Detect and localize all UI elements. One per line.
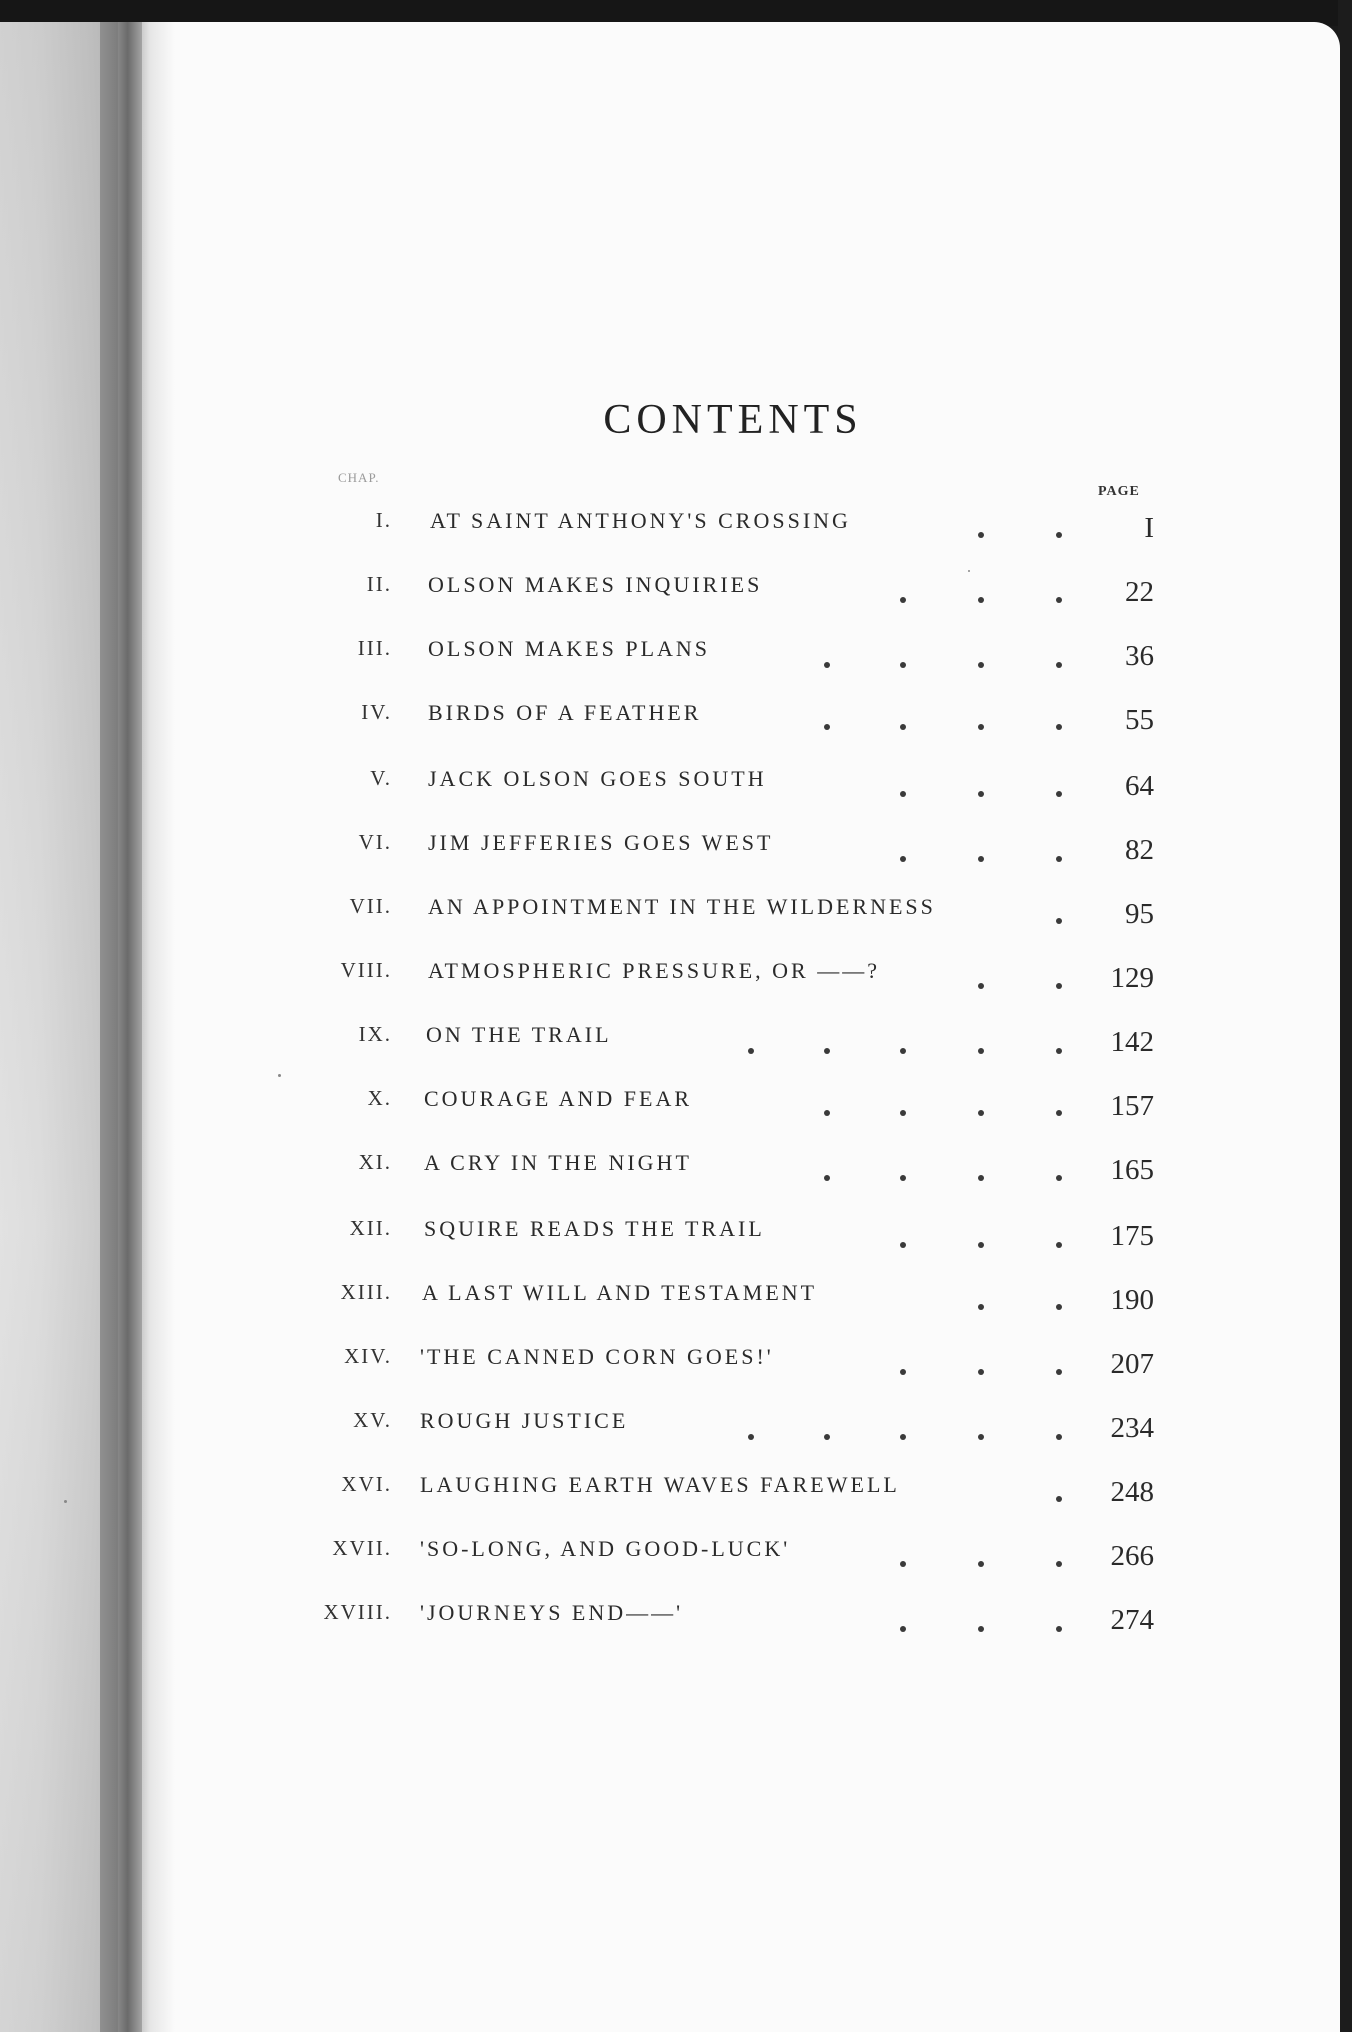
leader-dot <box>1056 918 1062 924</box>
chapter-title: SQUIRE READS THE TRAIL <box>424 1216 765 1241</box>
chapter-number: XII. <box>349 1216 392 1240</box>
page-number: 207 <box>1110 1348 1154 1380</box>
leader-dot <box>1056 983 1062 989</box>
leader-dot <box>978 1242 984 1248</box>
paper-speck <box>968 570 970 572</box>
leader-dot <box>1056 1175 1062 1181</box>
toc-row[interactable] <box>0 572 1352 616</box>
paper-speck <box>64 1500 67 1503</box>
page-number: 22 <box>1125 576 1154 608</box>
chapter-number: XVI. <box>341 1472 392 1496</box>
leader-dot <box>1056 662 1062 668</box>
page-column-header: PAGE <box>1098 484 1140 499</box>
leader-dot <box>1056 724 1062 730</box>
page-number: 129 <box>1110 962 1154 994</box>
leader-dot <box>900 1434 906 1440</box>
chapter-title: OLSON MAKES INQUIRIES <box>428 572 763 597</box>
leader-dot <box>824 724 830 730</box>
toc-row[interactable] <box>0 1536 1352 1580</box>
chapter-number: X. <box>367 1086 392 1110</box>
leader-dot <box>1056 597 1062 603</box>
toc-row[interactable] <box>0 700 1352 744</box>
leader-dot <box>978 1048 984 1054</box>
page-number: 36 <box>1125 640 1154 672</box>
chapter-number: II. <box>366 572 392 596</box>
leader-dot <box>824 1434 830 1440</box>
chapter-title: A CRY IN THE NIGHT <box>424 1150 692 1175</box>
chapter-title: JACK OLSON GOES SOUTH <box>428 766 767 791</box>
page-number: 175 <box>1110 1220 1154 1252</box>
leader-dot <box>978 662 984 668</box>
page-number: 234 <box>1110 1412 1154 1444</box>
leader-dot <box>824 1110 830 1116</box>
toc-row[interactable] <box>0 894 1352 938</box>
chapter-number: XIV. <box>344 1344 392 1368</box>
leader-dot <box>1056 1304 1062 1310</box>
leader-dot <box>900 1110 906 1116</box>
toc-row[interactable] <box>0 1216 1352 1260</box>
chapter-title: ATMOSPHERIC PRESSURE, OR ——? <box>428 958 880 983</box>
page-number: 190 <box>1110 1284 1154 1316</box>
leader-dot <box>900 662 906 668</box>
chapter-title: BIRDS OF A FEATHER <box>428 700 702 725</box>
leader-dot <box>978 856 984 862</box>
chapter-number: IX. <box>358 1022 392 1046</box>
leader-dot <box>978 724 984 730</box>
leader-dot <box>900 791 906 797</box>
leader-dot <box>978 1110 984 1116</box>
leader-dot <box>978 983 984 989</box>
leader-dot <box>900 724 906 730</box>
leader-dot <box>1056 532 1062 538</box>
leader-dot <box>978 791 984 797</box>
leader-dot <box>900 1048 906 1054</box>
toc-row[interactable] <box>0 1280 1352 1324</box>
toc-row[interactable] <box>0 1022 1352 1066</box>
leader-dot <box>1056 1626 1062 1632</box>
toc-row[interactable] <box>0 1408 1352 1452</box>
toc-row[interactable] <box>0 1150 1352 1194</box>
leader-dot <box>900 1626 906 1632</box>
leader-dot <box>978 1175 984 1181</box>
leader-dot <box>1056 1434 1062 1440</box>
toc-row[interactable] <box>0 958 1352 1002</box>
leader-dot <box>1056 1048 1062 1054</box>
page-number: 55 <box>1125 704 1154 736</box>
chapter-title: JIM JEFFERIES GOES WEST <box>428 830 774 855</box>
leader-dot <box>824 1175 830 1181</box>
chapter-number: VIII. <box>340 958 392 982</box>
page-number: 248 <box>1110 1476 1154 1508</box>
toc-row[interactable] <box>0 1086 1352 1130</box>
leader-dot <box>900 1561 906 1567</box>
page-number: 274 <box>1110 1604 1154 1636</box>
chapter-title: A LAST WILL AND TESTAMENT <box>422 1280 818 1305</box>
leader-dot <box>1056 1242 1062 1248</box>
chapter-title: AN APPOINTMENT IN THE WILDERNESS <box>428 894 936 919</box>
chapter-number: XVII. <box>332 1536 392 1560</box>
chapter-title: OLSON MAKES PLANS <box>428 636 711 661</box>
toc-row[interactable] <box>0 1344 1352 1388</box>
chapter-number: V. <box>370 766 392 790</box>
chapter-number: I. <box>375 508 392 532</box>
leader-dot <box>978 1304 984 1310</box>
leader-dot <box>978 1561 984 1567</box>
chapter-number: XIII. <box>340 1280 392 1304</box>
page-number: 266 <box>1110 1540 1154 1572</box>
leader-dot <box>900 1175 906 1181</box>
page-number: 95 <box>1125 898 1154 930</box>
chapter-title: 'THE CANNED CORN GOES!' <box>420 1344 774 1369</box>
leader-dot <box>1056 791 1062 797</box>
leader-dot <box>1056 1110 1062 1116</box>
leader-dot <box>1056 856 1062 862</box>
chapter-number: IV. <box>361 700 392 724</box>
chapter-title: LAUGHING EARTH WAVES FAREWELL <box>420 1472 900 1497</box>
leader-dot <box>824 1048 830 1054</box>
leader-dot <box>1056 1369 1062 1375</box>
contents-heading: CONTENTS <box>603 397 863 443</box>
toc-row[interactable] <box>0 766 1352 810</box>
chap-column-header: CHAP. <box>338 470 380 485</box>
page-number: 142 <box>1110 1026 1154 1058</box>
page-number: 157 <box>1110 1090 1154 1122</box>
toc-row[interactable] <box>0 1600 1352 1644</box>
chapter-number: VI. <box>358 830 392 854</box>
chapter-number: XI. <box>358 1150 392 1174</box>
chapter-number: XVIII. <box>323 1600 392 1624</box>
page-number: 64 <box>1125 770 1154 802</box>
chapter-number: VII. <box>349 894 392 918</box>
leader-dot <box>900 856 906 862</box>
paper-speck <box>278 1074 281 1077</box>
chapter-title: ROUGH JUSTICE <box>420 1408 629 1433</box>
leader-dot <box>900 1369 906 1375</box>
leader-dot <box>824 662 830 668</box>
leader-dot <box>1056 1561 1062 1567</box>
page-number: 82 <box>1125 834 1154 866</box>
chapter-number: III. <box>357 636 392 660</box>
toc-row[interactable] <box>0 1472 1352 1516</box>
leader-dot <box>978 597 984 603</box>
chapter-title: COURAGE AND FEAR <box>424 1086 693 1111</box>
leader-dot <box>978 1434 984 1440</box>
chapter-number: XV. <box>353 1408 392 1432</box>
leader-dot <box>978 1626 984 1632</box>
chapter-title: 'SO-LONG, AND GOOD-LUCK' <box>420 1536 791 1561</box>
chapter-title: 'JOURNEYS END——' <box>420 1600 684 1625</box>
leader-dot <box>748 1434 754 1440</box>
chapter-title: AT SAINT ANTHONY'S CROSSING <box>430 508 851 533</box>
leader-dot <box>1056 1496 1062 1502</box>
leader-dot <box>748 1048 754 1054</box>
toc-row[interactable] <box>0 508 1352 552</box>
page-number: I <box>1144 512 1154 544</box>
page-number: 165 <box>1110 1154 1154 1186</box>
leader-dot <box>978 532 984 538</box>
toc-row[interactable] <box>0 830 1352 874</box>
leader-dot <box>900 597 906 603</box>
chapter-title: ON THE TRAIL <box>426 1022 612 1047</box>
leader-dot <box>900 1242 906 1248</box>
leader-dot <box>978 1369 984 1375</box>
toc-row[interactable] <box>0 636 1352 680</box>
